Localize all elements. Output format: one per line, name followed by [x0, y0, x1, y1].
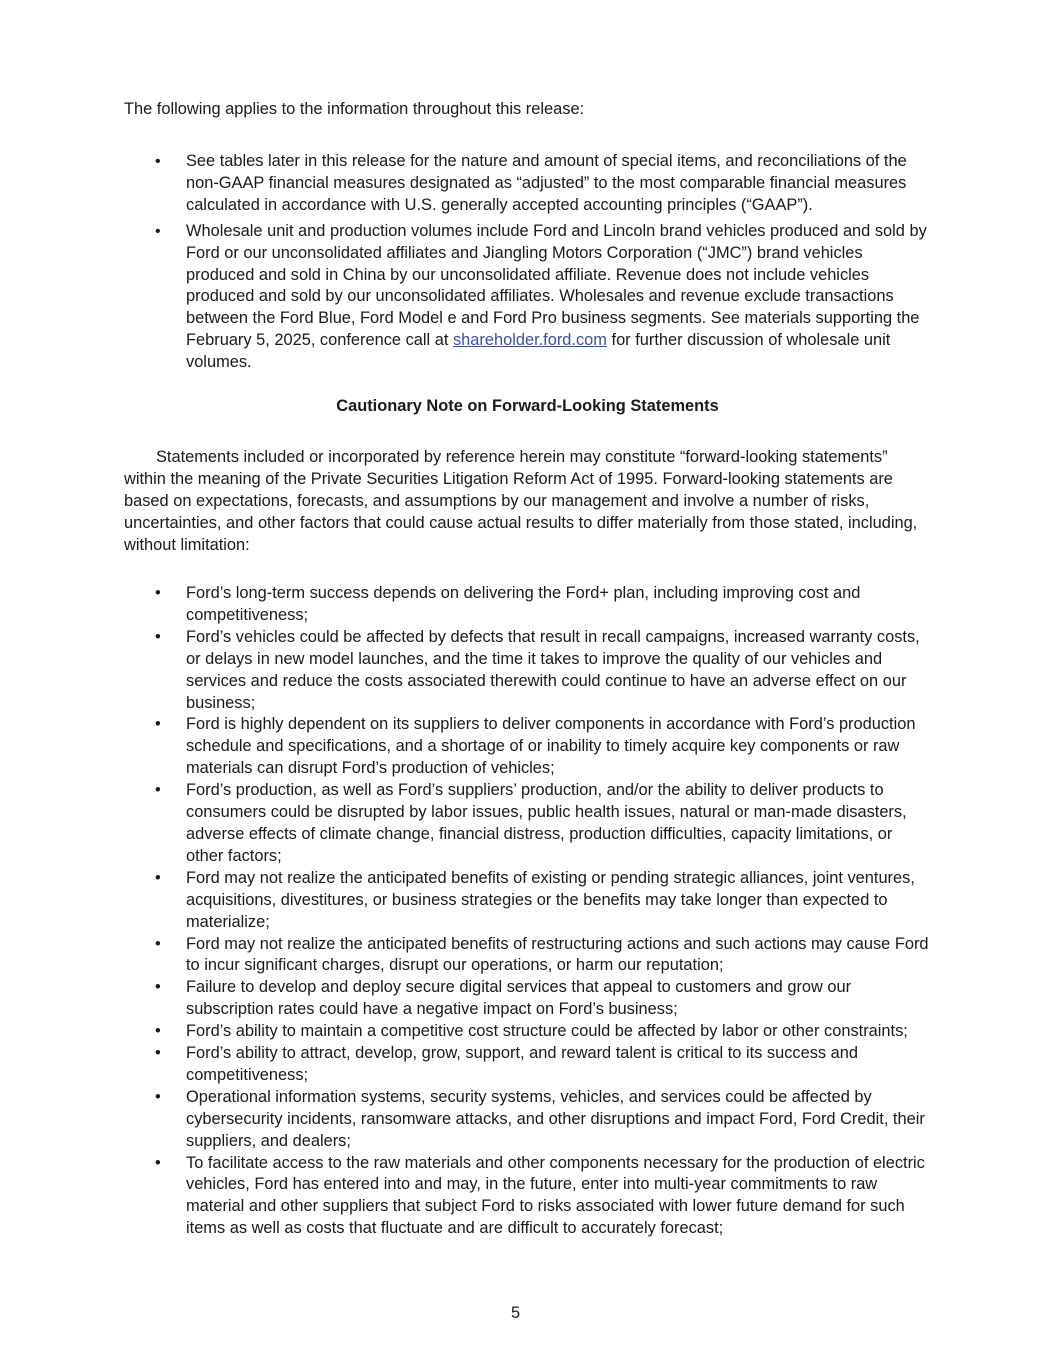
risk-item	[0, 868, 930, 934]
risk-text: Ford’s ability to maintain a competitive cost structure could be affected by labor or other constraints;	[186, 1022, 908, 1041]
risk-text: Failure to develop and deploy secure digital services that appeal to customers and grow our subscription rates could have a negative impact on Ford’s business;	[186, 978, 852, 1019]
bullet-dot-icon: •	[155, 1022, 161, 1041]
note-text: See tables later in this release for the nature and amount of special items, and reconciliations of the non-GAAP financial measures designated as “adjusted” to the most comparable financial measures calculated in accordance with U.S. generally accepted accounting principles (“GAAP”).	[186, 152, 907, 214]
risk-text: Ford’s long-term success depends on delivering the Ford+ plan, including improving cost and competitiveness;	[186, 584, 861, 624]
bullet-dot-icon: •	[155, 1153, 161, 1172]
bullet-dot-icon: •	[155, 868, 161, 887]
bullet-dot-icon: •	[155, 627, 161, 646]
note-text: Wholesale unit and production volumes include Ford and Lincoln brand vehicles produced and sold by Ford or our unconsolidated affiliates and Jiangling Motors Corporation (“JMC”) brand vehicles produced and sold in China by our unconsolidated affiliate. Revenue does not include vehicles produced and sold by our unconsolidated affiliates. Wholesales and revenue exclude transactions between the Ford Blue, Ford Model e and Ford Pro business segments. See materials supporting the February 5, 2025, conference call at	[186, 221, 927, 350]
note-text-after-link: for further discussion of wholesale unit volumes.	[186, 331, 891, 372]
bullet-dot-icon: •	[155, 781, 161, 800]
risk-item	[0, 714, 930, 780]
risk-text: Ford’s vehicles could be affected by defects that result in recall campaigns, increased warranty costs, or delays in new model launches, and the time it takes to improve the quality of our vehicles and services and reduce the costs associated therewith could continue to have an adverse effect on our business;	[186, 627, 920, 712]
section-heading: Cautionary Note on Forward-Looking Statements	[336, 397, 719, 415]
risk-item	[0, 583, 930, 627]
bullet-dot-icon: •	[155, 1044, 161, 1063]
risk-item	[0, 627, 930, 715]
forward-looking-paragraph: Statements included or incorporated by reference herein may constitute “forward-looking statements” within the meaning of the Private Securities Litigation Reform Act of 1995. Forward-looking statements are based on expectations, forecasts, and assumptions by our management and involve a number of risks, uncertainties, and other factors that could cause actual results to differ materially from those stated, including, without limitation:	[124, 448, 918, 554]
bullet-dot-icon: •	[155, 978, 161, 997]
bullet-dot-icon: •	[155, 1087, 161, 1106]
risk-item	[0, 780, 930, 868]
risk-text: Ford is highly dependent on its suppliers to deliver components in accordance with Ford’s production schedule and specifications, and a shortage of or inability to timely acquire key components or raw materials can disrupt Ford’s production of vehicles;	[186, 715, 916, 778]
risk-text: Ford’s ability to attract, develop, grow, support, and reward talent is critical to its success and competitiveness;	[186, 1044, 859, 1084]
risk-item	[0, 977, 930, 1021]
shareholder-link[interactable]: shareholder.ford.com	[452, 331, 607, 350]
risk-item	[0, 1021, 930, 1043]
risk-text: To facilitate access to the raw materials and other components necessary for the production of electric vehicles, Ford has entered into and may, in the future, enter into multi-year commitments to raw material and other suppliers that subject Ford to risks associated with lower future demand for such items as well as costs that fluctuate and are difficult to accurately forecast;	[186, 1153, 925, 1238]
note-item	[0, 221, 928, 374]
risk-text: Ford may not realize the anticipated benefits of existing or pending strategic alliances, joint ventures, acquisitions, divestitures, or business strategies or the benefits may take longer than expected to materialize;	[186, 868, 915, 931]
note-item	[0, 151, 928, 217]
bullet-dot-icon: •	[155, 934, 161, 953]
risk-item	[0, 1153, 930, 1241]
risk-item	[0, 1087, 930, 1153]
risk-factors-list	[0, 583, 1055, 1240]
intro-sentence: The following applies to the information throughout this release:	[124, 100, 585, 118]
bullet-dot-icon: •	[155, 222, 161, 240]
risk-item	[0, 1043, 930, 1087]
bullet-dot-icon: •	[155, 584, 161, 602]
bullet-dot-icon: •	[155, 153, 161, 170]
risk-text: Ford’s production, as well as Ford’s suppliers’ production, and/or the ability to deliver products to consumers could be disrupted by labor issues, public health issues, natural or man-made disasters, adverse effects of climate change, financial distress, production difficulties, capacity limitations, or other factors;	[186, 781, 907, 865]
risk-text: Ford may not realize the anticipated benefits of restructuring actions and such actions may cause Ford to incur significant charges, disrupt our operations, or harm our reputation;	[186, 934, 929, 975]
page-number: 5	[510, 1304, 521, 1322]
notes-bullet-list	[0, 151, 1055, 374]
bullet-dot-icon: •	[155, 715, 161, 734]
risk-text: Operational information systems, security systems, vehicles, and services could be affected by cybersecurity incidents, ransomware attacks, and other disruptions and impact Ford, Ford Credit, their suppliers, and dealers;	[186, 1087, 925, 1150]
risk-item	[0, 934, 930, 978]
